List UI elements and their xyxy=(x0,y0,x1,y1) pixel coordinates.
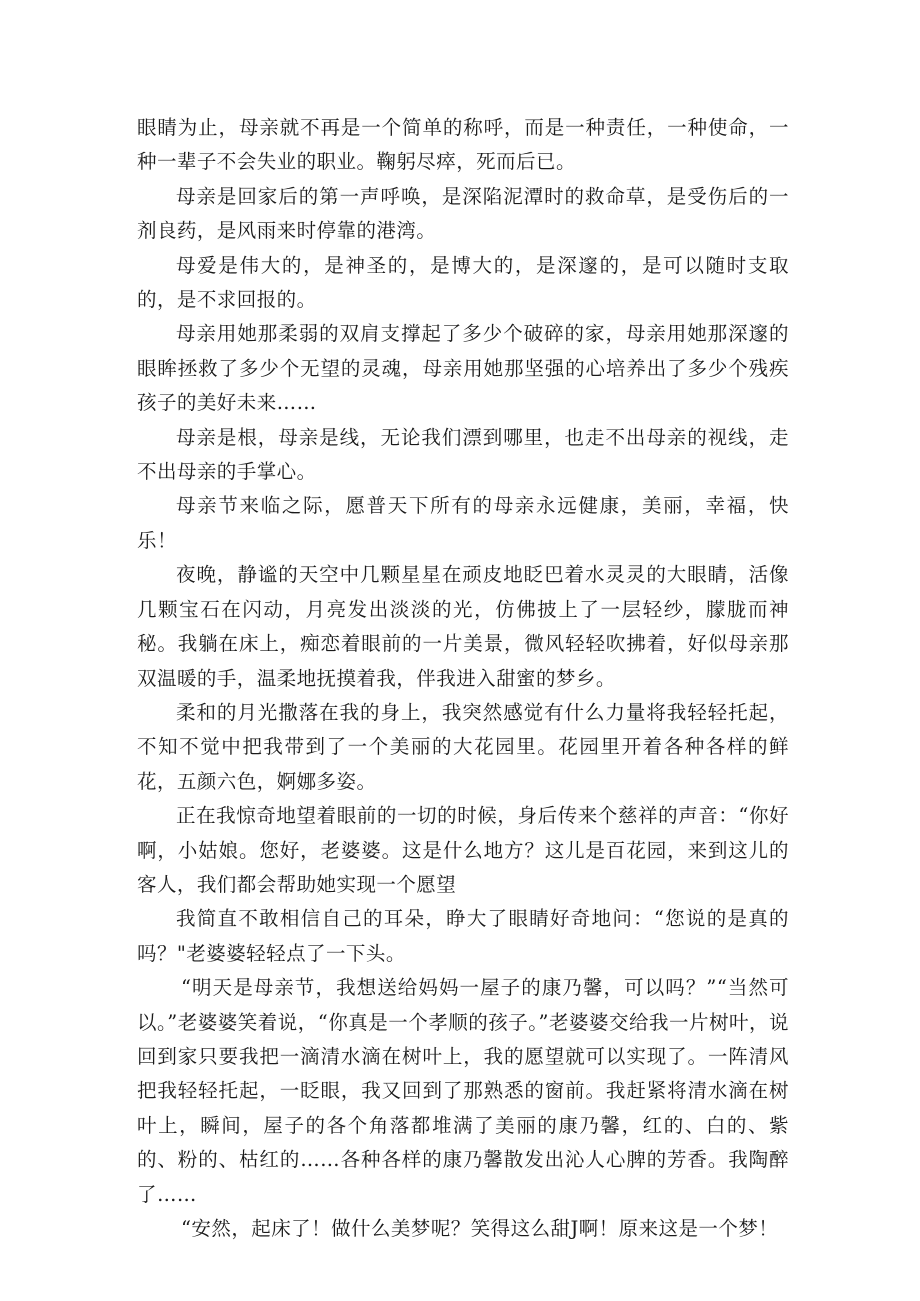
paragraph-12: “安然，起床了！做什么美梦呢？笑得这么甜J啊！原来这是一个梦！ xyxy=(181,1217,779,1240)
paragraph-4: 母亲用她那柔弱的双肩支撑起了多少个破碎的家，母亲用她那深邃的眼眸拯救了多少个无望的灵魂，母亲用她那坚强的心培养出了多少个残疾孩子的美好未来…… xyxy=(137,322,789,415)
paragraph-2: 母亲是回家后的第一声呼唤，是深陷泥潭时的救命草，是受伤后的一剂良药，是风雨来时停靠的港湾。 xyxy=(137,184,789,243)
paragraph-3: 母爱是伟大的，是神圣的，是博大的，是深邃的，是可以随时支取的，是不求回报的。 xyxy=(137,253,789,312)
paragraph-9: 正在我惊奇地望着眼前的一切的时候，身后传来个慈祥的声音：“你好啊，小姑娘。您好，老婆婆。这是什么地方？这儿是百花园，来到这儿的客人，我们都会帮助她实现一个愿望 xyxy=(137,804,789,896)
document-body xyxy=(137,111,789,1246)
paragraph-5: 母亲是根，母亲是线，无论我们漂到哪里，也走不出母亲的视线，走不出母亲的手掌心。 xyxy=(137,425,789,484)
paragraph-11: “明天是母亲节，我想送给妈妈一屋子的康乃馨，可以吗？”“当然可以。”老婆婆笑着说，“你真是一个孝顺的孩子。”老婆婆交给我一片树叶，说回到家只要我把一滴清水滴在树叶上，我的愿望就可以实现了。一阵清风把我轻轻托起，一眨眼，我又回到了那熟悉的窗前。我赶紧将清水滴在树叶上，瞬间，屋子的各个角落都堆满了美丽的康乃馨，红的、白的、紫的、粉的、枯红的……各种各样的康乃馨散发出沁人心脾的芳香。我陶醉了…… xyxy=(137,976,789,1206)
paragraph-7: 夜晚，静谧的天空中几颗星星在顽皮地眨巴着水灵灵的大眼睛，活像几颗宝石在闪动，月亮发出淡淡的光，仿佛披上了一层轻纱，朦胧而神秘。我躺在床上，痴恋着眼前的一片美景，微风轻轻吹拂着，好似母亲那双温暖的手，温柔地抚摸着我，伴我进入甜蜜的梦乡。 xyxy=(137,563,789,690)
paragraph-8: 柔和的月光撒落在我的身上，我突然感觉有什么力量将我轻轻托起，不知不觉中把我带到了一个美丽的大花园里。花园里开着各种各样的鲜花，五颜六色，婀娜多姿。 xyxy=(137,700,789,793)
paragraph-10: 我简直不敢相信自己的耳朵，睁大了眼睛好奇地问：“您说的是真的吗？"老婆婆轻轻点了一下头。 xyxy=(137,907,789,965)
paragraph-6: 母亲节来临之际，愿普天下所有的母亲永远健康，美丽，幸福，快乐！ xyxy=(137,494,789,552)
paragraph-1: 眼睛为止，母亲就不再是一个简单的称呼，而是一种责任，一种使命，一种一辈子不会失业的职业。鞠躬尽瘁，死而后已。 xyxy=(137,116,789,174)
